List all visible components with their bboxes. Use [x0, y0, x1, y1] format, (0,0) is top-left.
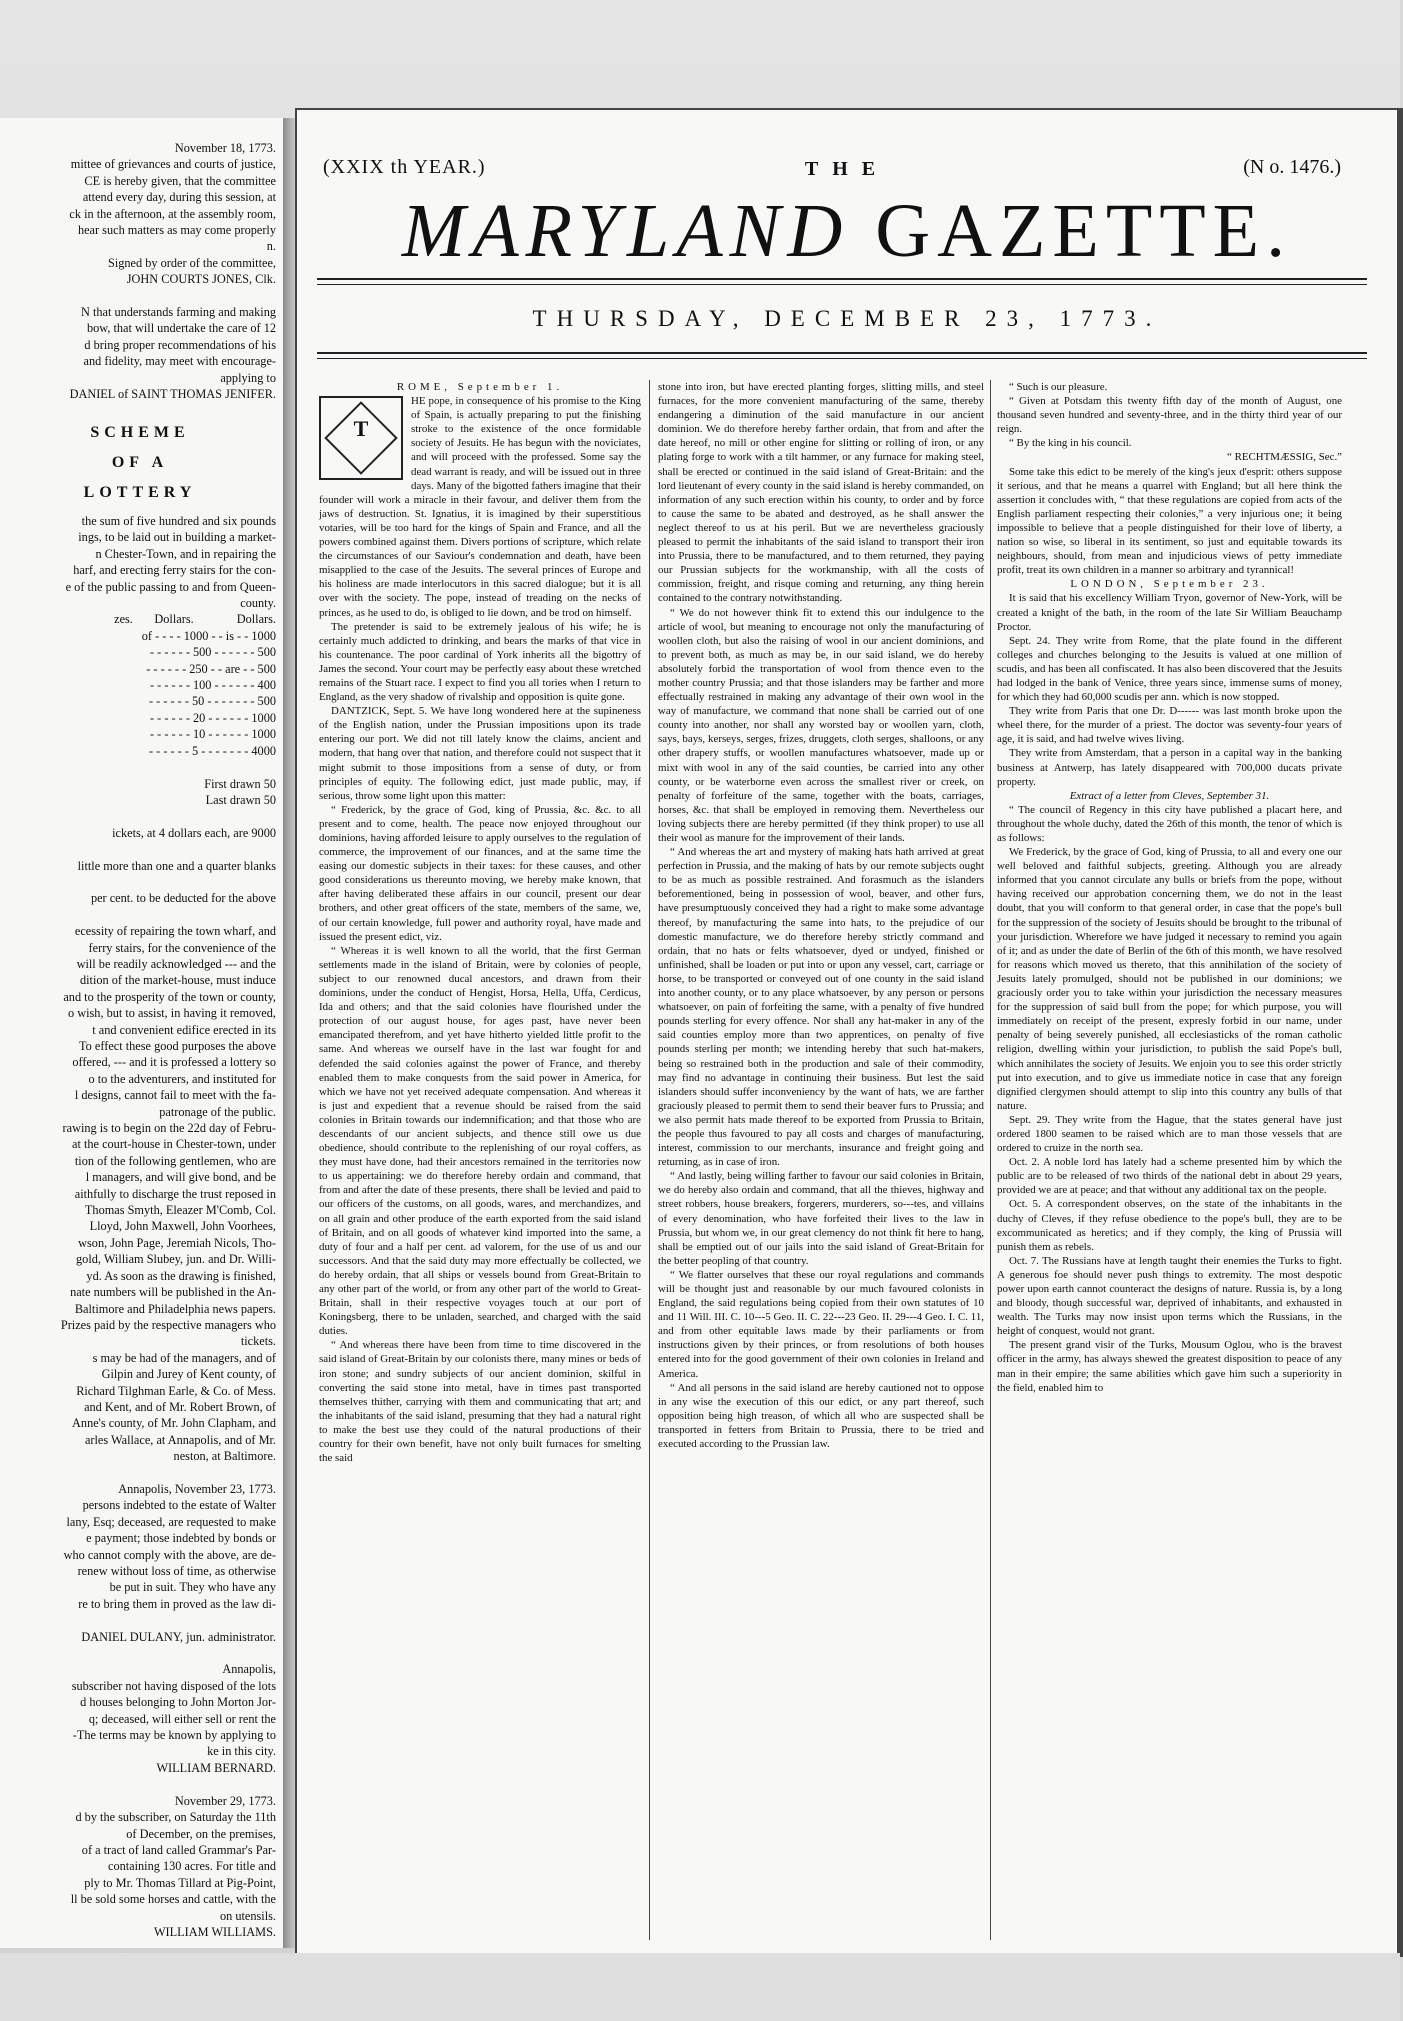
article-paragraph: “ Such is our pleasure.: [1009, 381, 1108, 393]
article-paragraph: The pretender is said to be extremely jealous of his wife; he is certainly much addicted to drinking, and bears the marks of that vice in his countenance. The poor cardinal of York inherits all the bigottry of James the second. Your court may be perfectly easy about these wretched remains of the Stuart race. I expect to find you all tories when I return to England, as the very shadow of rivalship and opposition is quite gone.: [319, 620, 641, 704]
column-divider: [990, 380, 991, 1940]
left-page-text-top: November 18, 1773. mittee of grievances and courts of justice, CE is hereby given, that the committee attend every day, during this session, at ck in the afternoon, at the assembly room, hear such matters as may come properly n. Signed by order of the committee, JOHN COURTS JONES, Clk. N that understands farming and making bow, that will undertake the care of 12 d bring proper recommendations of his and fidelity, may meet with encourage- applying to DANIEL of SAINT THOMAS JENIFER.: [69, 141, 276, 402]
article-paragraph: “ The council of Regency in this city have published a placart here, and throughout the whole duchy, dated the 26th of this month, the tenor of which is as follows:: [997, 803, 1342, 844]
article-paragraph: Sept. 29. They write from the Hague, that the states general have just ordered 1800 seamen to be raised which are to man those vessels that are ordered to cruize in the north sea.: [997, 1113, 1342, 1155]
article-paragraph: Some take this edict to be merely of the king's jeux d'esprit: others suppose it serious, and that he means a quarrel with England; but all here think the assertion it concludes with, “ that these regulations are copied from acts of the English parliament respecting their colonies,” a very injurious one; it being impossible to believe that a people distinguished for their love of liberty, a nation so wise, so liberal in its sentiment, so just and equitable towards its neighbours, should, from mean and injudicious views of petty immediate profit, treat its own children in a manner so arbitrary and tyrannical!: [997, 465, 1342, 577]
signature-line: “ RECHTMÆSSIG, Sec.”: [1227, 451, 1342, 464]
article-paragraph: DANTZICK, Sept. 5. We have long wondered here at the supineness of the English nation, under the Prussian impositions upon its trade entering our port. We did not till lately know the claims, ancient and modern, that hang over that nation, and therefore could not suspect that it might submit to those impositions from a sense of duty, or from principles of equity. The following edict, just made public, may, if serious, throw some light upon this matter:: [319, 705, 641, 802]
article-paragraph: Sept. 24. They write from Rome, that the plate found in the different colleges and churches belonging to the Jesuits is valued at one million of scudis, and has been all confiscated. It has also been discovered that the Jesuits had lodged in the bank of Venice, three years since, immense sums of money, for which they had 60,000 scudis per ann. which is now stopped.: [997, 634, 1342, 704]
column-divider: [649, 380, 650, 1940]
masthead-the: THE: [804, 158, 890, 180]
article-paragraph: “ Whereas it is well known to all the world, that the first German settlements made in the island of Britain, were by colonies of people, subject to our renowned ducal ancestors, and drawn from their dominions, under the conduct of Hengist, Horsa, Hella, Uffa, Cerdicus, Ida and others; and that the said colonies have flourished under the protection of our august house, for ages past, have never been emancipated therefrom, and yet have hitherto yielded little profit to the same. And whereas we ourself have in the last war fought for and defended the said colonies against the power of France, and thereby enabled them to make conquests from the said power in America, for which we have not yet received adequate compensation. And whereas it is just and expedient that a revenue should be raised from the said colonies in Britain towards our indemnification; and that those who are descendants of our ancient subjects, and thence still owe us due obedience, should contribute to the replenishing of our royal coffers, as they must have done, had their ancestors remained in the territories now to us appertaining: we do therefore hereby ordain and command, that from and after the date of these presents, there shall be levied and paid to our officers of the customs, on all goods, wares, and merchandizes, and on all grain and other produce of the earth exported from the said island of Britain, and on all goods of whatever kind imported into the same, a duty of four and a half per cent. ad valorem, for the use of us and our successors. And that the said duty may more effectually be collected, we do hereby ordain, that all ships or vessels bound from Great-Britain to any other part of the world, or from any other part of the world to Great-Britain, shall in their respective voyages touch at our port of Koningsberg, there to be unladen, searched, and charged with the said duties.: [319, 944, 641, 1338]
article-paragraph: Oct. 7. The Russians have at length taught their enemies the Turks to fight. A generous foe should never push things to extremity. The most despotic power upon earth cannot counteract the designs of nature. Russia is, by a long and bloody, though successful war, deprived of inhabitants, and exhausted in wealth. The Turks may now insist upon terms which the Russians, in the height of conquest, would not grant.: [997, 1254, 1342, 1338]
article-paragraph: stone into iron, but have erected planting forges, slitting mills, and steel furnaces, for the more convenient manufacturing of the same, thereby endangering a diminution of the said manufacture in our ancient dominion. We do therefore hereby farther ordain, that from and after the date hereof, no mill or other engine for slitting or rolling of iron, or any plating forge to work with a tilt hammer, or any furnace for making steel, shall be erected or continued in the said island of Great-Britain: and the lord lieutenant of every county in the said island is hereby commanded, on information of any such erection within his county, to order and by force to cause the same to be abated and destroyed, as he shall answer the neglect thereof to us at his peril. But we are nevertheless graciously pleased to permit the inhabitants of the said island to transport their iron into Prussia, there to be manufactured, and to them returned, they paying our Prussian subjects for the workmanship, with all the costs of commission, freight, and risque coming and returning, any thing herein contained to the contrary notwithstanding.: [658, 381, 984, 605]
newspaper-title: [297, 188, 1397, 288]
article-paragraph: “ Given at Potsdam this twenty fifth day of the month of August, one thousand seven hundred and seventy-three, and in the thirty third year of our reign.: [997, 395, 1342, 436]
article-paragraph: They write from Amsterdam, that a person in a capital way in the banking business at Antwerp, has lately disappeared with 700,000 ducats private property.: [997, 747, 1342, 788]
masthead-rule-top: [317, 278, 1367, 280]
title-maryland: MARYLAND: [401, 189, 850, 273]
issue-date: THURSDAY, DECEMBER 23, 1773.: [532, 306, 1162, 331]
article-paragraph: “ We do not however think fit to extend this our indulgence to the article of wool, but meaning to encourage not only the manufacturing of woollen cloth, but also the raising of wool in our ancient dominions, and to prevent both, as much as may be, in our said island, we do hereby absolutely forbid the transportation of wool from thence even to the mother country Prussia; and that those islanders may be farther and more effectually restrained in making any advantage of their own wool in the way of manufacture, we command that none shall be carried out of one county into another, nor shall any worsted bay or woollen yarn, cloth, says, bays, kerseys, serges, frizes, druggets, cloth serges, shalloons, or any other drapery stuffs, or woollen manufactures whatsoever, made up or mixt with wool in any of the said counties, be carried into any other county, or be waterborne even across the smallest river or creek, on penalty of forfeiture of the same, together with the boats, carriages, horses, &c. that shall be employed in removing them. Nevertheless our loving subjects there are hereby permitted (if they think proper) to use all their wool as manure for the improvement of their lands.: [658, 606, 984, 844]
title-gazette: GAZETTE.: [875, 189, 1293, 273]
article-paragraph: The present grand visir of the Turks, Mousum Oglou, who is the bravest officer in the army, has always shewed the greatest disposition to peace of any man in their empire; the same abilities which gave him such a superiority in the field, enabled him to: [997, 1339, 1342, 1394]
gazette-page: [295, 108, 1403, 1957]
ornamental-initial: [319, 396, 403, 480]
article-paragraph: It is said that his excellency William Tryon, governor of New-York, will be created a knight of the bath, in the room of the late Sir William Beauchamp Proctor.: [997, 592, 1342, 633]
extract-heading: Extract of a letter from Cleves, September 31.: [1069, 789, 1270, 802]
article-paragraph: They write from Paris that one Dr. D------ was last month broke upon the wheel there, for the murder of a priest. The doctor was seventy-four years of age, it is said, and had twelve wives living.: [997, 705, 1342, 746]
article-paragraph: “ We flatter ourselves that these our royal regulations and commands will be thought just and reasonable by our much favoured colonists in England, the said regulations being copied from their own statutes of 10 and 11 Will. III. C. 10---5 Geo. II. C. 22---23 Geo. II. 29---4 Geo. I. C. 11, and from other equitable laws made by their parliaments or from instructions given by their princes, or from resolutions of both houses entered into for the good government of their own colonies in Ireland and America.: [658, 1268, 984, 1380]
left-page-fragment: [0, 118, 285, 1948]
article-paragraph: “ And lastly, being willing farther to favour our said colonies in Britain, we do hereby also ordain and command, that all the thieves, highway and street robbers, house breakers, forgerers, murderers, so---tes, and villains of every denomination, who have forfeited their lives to the law in Prussia, but whom we, in our great clemency do not think fit here to hang, shall be emptied out of our jails into the said island of Great-Britain for the better peopling of that country.: [658, 1170, 984, 1267]
article-paragraph: “ And all persons in the said island are hereby cautioned not to oppose in any wise the execution of this our edict, or any part thereof, such opposition being high treason, of which all who are suspected shall be transported in fetters from Britain to Prussia, there to be tried and executed according to the Prussian law.: [658, 1381, 984, 1451]
article-paragraph: Oct. 5. A correspondent observes, on the state of the inhabitants in the duchy of Cleves, if they refuse obedience to the pope's bull, they are to be excommunicated as heretics; and if they comply, the king of Prussia will punish them as rebels.: [997, 1198, 1342, 1253]
article-paragraph: HE pope, in consequence of his promise to the King of Spain, is actually preparing to put the finishing stroke to the existence of the once formidable society of Jesuits. He has begun with the noviciates, and will proceed with the professed. Some say the dead warrant is ready, and will be issued out in three days. Many of the bigotted fathers imagine that their founder will work a miracle in their favour, and deliver them from the jaws of destruction. St. Ignatius, it is imagined by their superstitious votaries, will be too hard for the kings of Spain and France, and all the powers combined against them. Divers portions of scripture, which relate the circumstances of our Saviour's condemnation and death, have been misapplied to the case of the Jesuits. The several princes of Europe and his holiness are made interlocutors in this sacred dialogue; but it is all over with the society. The pope, instead of treading on the necks of princes, as he used to do, is obliged to lie down, and be trod on himself.: [319, 395, 641, 619]
book-gutter: [283, 118, 295, 1948]
article-paragraph: “ And whereas there have been from time to time discovered in the said island of Great-Britain by our colonists there, many mines or beds of iron stone; and sundry subjects of our ancient dominion, skilful in converting the said stone into metal, have in times past transported themselves thither, carrying with them and communicating that art; and the inhabitants of the said island, presuming that they had a natural right to make the best use they could of the natural productions of their country for their own benefit, have not only built furnaces for smelting the said: [319, 1339, 641, 1465]
article-paragraph: “ Frederick, by the grace of God, king of Prussia, &c. &c. to all present and to come, health. The peace now enjoyed throughout our dominions, having afforded leisure to apply ourselves to the regulation of commerce, the improvement of our finances, and at the same time the easing our domestic subjects in their taxes: for these causes, and other good considerations us thereunto moving, we hereby make known, that after having deliberated these affairs in our council, present our dear brothers, and other great officers of the state, members of the same, we, of our certain knowledge, full power and authority royal, have made and issued the present edict, viz.: [319, 803, 641, 943]
column-3: [997, 380, 1342, 1940]
article-paragraph: “ And whereas the art and mystery of making hats hath arrived at great perfection in Prussia, and the making of hats by our remote subjects ought to be as much as possible restrained. And forasmuch as the islanders beforementioned, being in possession of wool, beaver, and other furs, have presumptuously conceived they had a right to make some advantage thereof, by manufacturing the same into hats, to the prejudice of our domestic manufacture, we do therefore hereby strictly command and ordain, that no hats or felts whatsoever, dyed or undyed, finished or unfinished, shall be loaden or put into or upon any vessel, cart, carriage or horse, to be transported or conveyed out of one county in the said island into another county, or to any place whatsoever, by any person or persons whatsoever, on pain of forfeiting the same, with a penalty of five hundred pounds sterling for every offence. Nor shall any hat-maker in any of the said counties employ more than two apprentices, on penalty of five pounds sterling per month; we intending hereby that such hat-makers, being so restrained both in the production and sale of their commodity, may find no advantage in continuing their business. But lest the said islanders should suffer inconveniency by the want of hats, we are farther graciously pleased to permit them to send their beaver furs to Prussia; and we also permit hats made thereof to be exported from Prussia to Britain, the people thus favoured to pay all costs and charges of manufacturing, interest, commission to our merchants, insurance and freight going and returning, as in case of iron.: [658, 846, 984, 1169]
article-paragraph: “ By the king in his council.: [1009, 437, 1132, 450]
column-1: [319, 380, 641, 1940]
masthead-rule-bottom: [317, 352, 1367, 354]
masthead: [297, 110, 1397, 410]
masthead-rule-top-thin: [317, 284, 1367, 285]
dateline-rome: ROME, September 1.: [396, 381, 564, 393]
left-page-text-bottom: the sum of five hundred and six pounds ings, to be laid out in building a market- n Chester-Town, and in repairing the harf, and erecting ferry stairs for the con- e of the public passing to and from Queen- county. zes. Dollars. Dollars. of - - - - 1000 - - is - - 1000 - - - - - - 500 - - - - - - 500 - - - - - - 250 - - are - - 500 - - - - - - 100 - - - - - - 400 - - - - - - 50 - - - - - - - 500 - - - - - - 20 - - - - - - 1000 - - - - - - 10 - - - - - - 1000 - - - - - - 5 - - - - - - - 4000 First drawn 50 Last drawn 50 ickets, at 4 dollars each, are 9000 little more than one and a quarter blanks per cent. to be deducted for the above ecessity of repairing the town wharf, and ferry stairs, for the convenience of the will be readily acknowledged --- and the dition of the market-house, must induce and to the prosperity of the town or county, o wish, but to assist, in having it removed, t and convenient edifice erected in its To effect these good purposes the above offered, --- and it is professed a lottery so o to the adventurers, and instituted for l designs, cannot fail to meet with the fa- patronage of the public. rawing is to begin on the 22d day of Febru- at the court-house in Chester-town, under tion of the following gentlemen, who are l managers, and will give bond, and be aithfully to discharge the trust reposed in Thomas Smyth, Eleazer M'Comb, Col. Lloyd, John Maxwell, John Voorhees, wson, John Page, Jeremiah Nicols, Tho- gold, William Slubey, jun. and Dr. Willi- yd. As soon as the drawing is finished, nate numbers will be published in the An- Baltimore and Philadelphia news papers. Prizes paid by the respective managers who tickets. s may be had of the managers, and of Gilpin and Jurey of Kent county, of Richard Tilghman Earle, & Co. of Mess. and Kent, and of Mr. Robert Brown, of Anne's county, of Mr. John Clapham, and arles Wallace, at Annapolis, and of Mr. neston, at Baltimore. Annapolis, November 23, 1773. persons indebted to the estate of Walter lany, Esq; deceased, are requested to make e payment; those indebted by bonds or who cannot comply with the above, are de- renew without loss of time, as otherwise be put in suit. They who have any re to bring them in proved as the law di- DANIEL DULANY, jun. administrator. Annapolis, subscriber not having disposed of the lots d houses belonging to John Morton Jor- q; deceased, will either sell or rent the -The terms may be known by applying to ke in this city. WILLIAM BERNARD. November 29, 1773. d by the subscriber, on Saturday the 11th of December, on the premises, of a tract of land called Grammar's Par- containing 130 acres. For title and ply to Mr. Thomas Tillard at Pig-Point, ll be sold some horses and cattle, with the on utensils. WILLIAM WILLIAMS.: [60, 514, 276, 1939]
scan-bottom-margin: [0, 1953, 1400, 2021]
issue-number: (N o. 1476.): [1243, 156, 1341, 178]
lottery-scheme-heading: SCHEME OF A LOTTERY: [83, 424, 197, 501]
article-paragraph: Oct. 2. A noble lord has lately had a scheme presented him by which the public are to be released of two thirds of the national debt in about 29 years, provided we are at peace; and that without any additional tax on the people.: [997, 1156, 1342, 1197]
year-label: (XXIX th YEAR.): [323, 156, 486, 178]
drop-cap-letter: T: [353, 416, 369, 442]
dateline-london: LONDON, September 23.: [1070, 578, 1269, 591]
column-2: [658, 380, 984, 1940]
article-paragraph: We Frederick, by the grace of God, king of Prussia, to all and every one our well beloved and faithful subjects, greeting. Although you are already informed that you cannot circulate any bulls or briefs from the pope, without having received our approbation concerning them, we do not in the least doubt, that you will conform to that general order, in case that the pope's bull for the suppression of the society of Jesuits should be brought to the tribunal of your jurisdiction. Wherefore we have judged it necessary to remind you again of it; and as under the date of Berlin of the 6th of this month, we have resolved for reasons which moved us thereto, that this annihilation of the society of Jesuits lately promulged, should not be published in our dominions; we graciously order you to take within your jurisdiction the necessary measures for the suppression of said bull from the pope; for which purpose, you will immediately on receipt of the present, expresly forbid in our name, under penalty of being severely punished, all ecclesiasticks of the roman catholic religion, dwelling within your jurisdiction, to publish the said Pope's bull, which annihilates the society of Jesuits. We enjoin you to see this order strictly put into execution, and to give us immediate notice in case that any foreign dignified clergymen should attempt to slip into this country any bulls of that nature.: [997, 846, 1342, 1112]
masthead-rule-bottom-thin: [317, 358, 1367, 359]
